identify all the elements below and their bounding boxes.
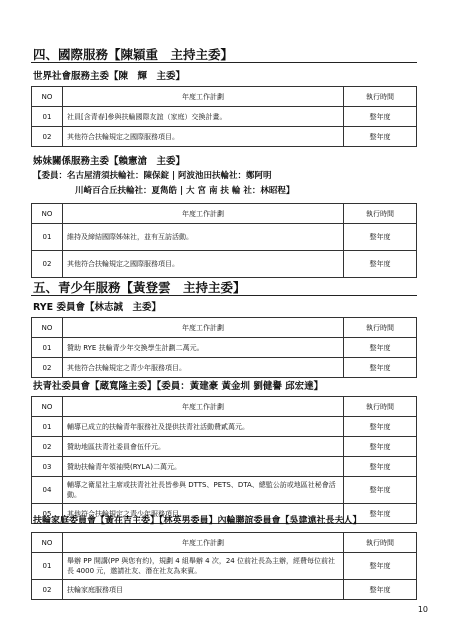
row-plan: 輔導之衛星社主席或扶青社社長皆參與 DTTS、PETS、DTA、總監公訪或地區社秘會活動。 xyxy=(63,477,344,504)
row-plan: 贊助地區扶青社委員會伍仟元。 xyxy=(63,437,344,457)
row-plan: 贊助 RYE 扶輪青少年交換學生計劃二萬元。 xyxy=(63,338,344,358)
header-plan: 年度工作計劃 xyxy=(63,533,344,553)
sister-members-line-2: 川崎百合丘扶輪社：夏雋皓 | 大 宮 南 扶 輪 社：林昭程】 xyxy=(75,186,295,196)
table-header-row xyxy=(32,204,417,224)
row-no: 02 xyxy=(32,580,63,600)
row-plan: 贊助扶輪青年領袖獎(RYLA)二萬元。 xyxy=(63,457,344,477)
table-header-row xyxy=(32,318,417,338)
header-plan: 年度工作計劃 xyxy=(63,397,344,417)
header-time: 執行時間 xyxy=(344,318,417,338)
row-no: 01 xyxy=(32,338,63,358)
header-time: 執行時間 xyxy=(344,87,417,107)
rye-plan-table xyxy=(31,317,417,378)
row-no: 02 xyxy=(32,358,63,378)
section-5-rule xyxy=(31,295,417,296)
family-committee-title: 扶輪家庭委員會【黃在吉主委】【林英男委員】內輪聯誼委員會【吳建遠社長夫人】 xyxy=(33,516,362,526)
row-time: 整年度 xyxy=(344,358,417,378)
wcs-committee-title: 世界社會服務主委【陳 輝 主委】 xyxy=(33,71,186,82)
table-row xyxy=(32,224,417,251)
row-time: 整年度 xyxy=(344,457,417,477)
interact-committee-title: 扶青社委員會【蔵寬隆主委】【委員：黃建豪 黃金圳 劉健譽 邱宏達】 xyxy=(33,381,324,392)
row-plan: 其他符合扶輪規定之國際服務項目。 xyxy=(63,127,344,147)
row-no: 01 xyxy=(32,224,63,251)
table-row xyxy=(32,107,417,127)
header-no: NO xyxy=(32,87,63,107)
family-plan-table xyxy=(31,532,417,600)
sister-plan-table xyxy=(31,203,417,278)
row-no: 05 xyxy=(32,504,63,524)
sister-members-line-1: 【委員：名古屋清須扶輪社：陳保錠 | 阿波池田扶輪社：鄭阿明 xyxy=(33,171,272,181)
header-no: NO xyxy=(32,397,63,417)
table-row xyxy=(32,437,417,457)
row-no: 01 xyxy=(32,107,63,127)
table-row xyxy=(32,251,417,278)
header-time: 執行時間 xyxy=(344,204,417,224)
row-time: 整年度 xyxy=(344,477,417,504)
row-plan: 其他符合扶輪規定之青少年服務項目。 xyxy=(63,504,344,524)
table-header-row xyxy=(32,397,417,417)
table-row xyxy=(32,338,417,358)
section-5-title: 五、青少年服務【黃登雲 主持主委】 xyxy=(33,280,246,295)
row-no: 03 xyxy=(32,457,63,477)
row-time: 整年度 xyxy=(344,251,417,278)
row-plan: 舉辦 PP 開講(PP 與您有約)，規劃 4 組舉辦 4 次，24 位前社長為主辦，經費每位前社長 4000 元，邀請社友、潛在社友為來賓。 xyxy=(63,553,344,580)
row-time: 整年度 xyxy=(344,504,417,524)
row-time: 整年度 xyxy=(344,127,417,147)
row-plan: 社員[含青春]參與扶輪國際友誼（家庭）交換計畫。 xyxy=(63,107,344,127)
page-number: 10 xyxy=(417,605,428,614)
row-no: 01 xyxy=(32,553,63,580)
row-no: 02 xyxy=(32,437,63,457)
row-time: 整年度 xyxy=(344,553,417,580)
row-plan: 扶輪家庭服務項目 xyxy=(63,580,344,600)
row-time: 整年度 xyxy=(344,224,417,251)
row-time: 整年度 xyxy=(344,417,417,437)
row-time: 整年度 xyxy=(344,107,417,127)
table-header-row xyxy=(32,87,417,107)
table-row xyxy=(32,553,417,580)
header-time: 執行時間 xyxy=(344,397,417,417)
header-plan: 年度工作計劃 xyxy=(63,318,344,338)
section-4-title: 四、國際服務【陳穎重 主持主委】 xyxy=(33,47,234,62)
row-no: 02 xyxy=(32,127,63,147)
header-no: NO xyxy=(32,533,63,553)
table-row xyxy=(32,477,417,504)
sister-committee-title: 姊妹關係服務主委【賴憲滄 主委】 xyxy=(33,156,186,167)
row-no: 02 xyxy=(32,251,63,278)
header-plan: 年度工作計劃 xyxy=(63,204,344,224)
row-plan: 維持及締結國際姊妹社，並有互訪活動。 xyxy=(63,224,344,251)
rye-committee-title: RYE 委員會【林志誠 主委】 xyxy=(33,302,161,313)
row-no: 01 xyxy=(32,417,63,437)
section-4-rule xyxy=(31,62,417,63)
table-row xyxy=(32,457,417,477)
table-header-row xyxy=(32,533,417,553)
table-row xyxy=(32,127,417,147)
interact-plan-table xyxy=(31,396,417,524)
header-plan: 年度工作計劃 xyxy=(63,87,344,107)
row-no: 04 xyxy=(32,477,63,504)
row-plan: 其他符合扶輪規定之國際服務項目。 xyxy=(63,251,344,278)
header-time: 執行時間 xyxy=(344,533,417,553)
row-time: 整年度 xyxy=(344,580,417,600)
header-no: NO xyxy=(32,318,63,338)
table-row xyxy=(32,417,417,437)
row-time: 整年度 xyxy=(344,338,417,358)
row-time: 整年度 xyxy=(344,437,417,457)
header-no: NO xyxy=(32,204,63,224)
row-plan: 其他符合扶輪規定之青少年服務項目。 xyxy=(63,358,344,378)
table-row xyxy=(32,358,417,378)
row-plan: 輔導已成立的扶輪青年服務社及提供扶青社活動費貳萬元。 xyxy=(63,417,344,437)
wcs-plan-table xyxy=(31,86,417,147)
table-row xyxy=(32,580,417,600)
